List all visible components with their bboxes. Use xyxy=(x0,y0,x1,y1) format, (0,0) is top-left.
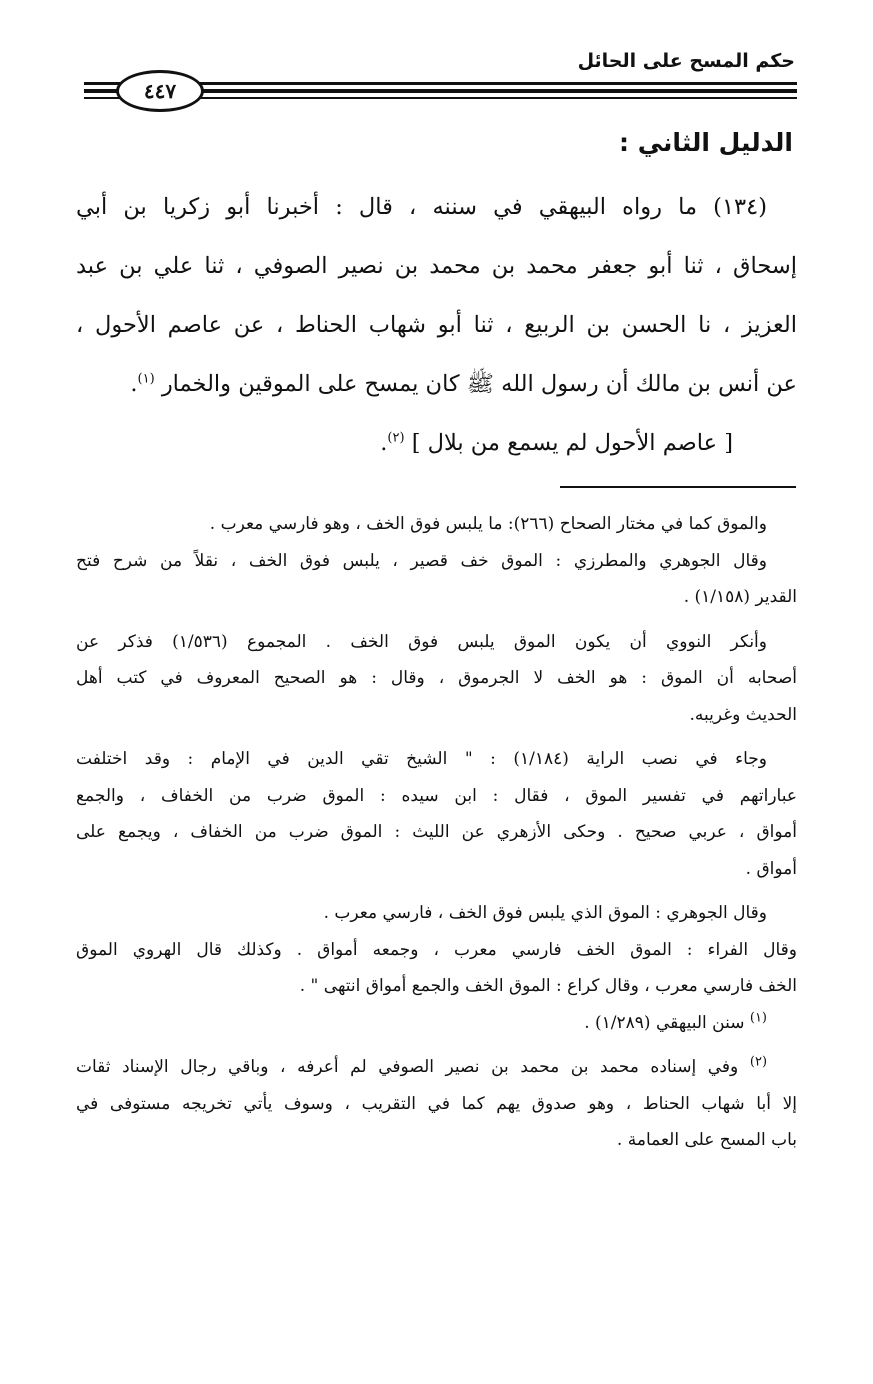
footnote-line: باب المسح على العمامة . xyxy=(616,1130,797,1150)
main-line xyxy=(76,355,797,414)
section-heading: الدليل الثاني : xyxy=(619,128,793,157)
footnote-line: الحديث وغريبه. xyxy=(689,704,797,725)
footnote-ref: (١) xyxy=(137,371,155,387)
footnote-text: سنن البيهقي (١/٢٨٩) . xyxy=(584,1012,745,1033)
main-text xyxy=(76,178,797,473)
main-line xyxy=(76,414,797,473)
footnote-line xyxy=(76,1049,797,1086)
main-line-text: عن أنس بن مالك أن رسول الله ﷺ كان يمسح على الموقين والخمار xyxy=(161,371,797,397)
footnote-line: وجاء في نصب الراية (١/١٨٤) : " الشيخ تقي الدين في الإمام : وقد اختلفت xyxy=(76,749,767,769)
footnote-marker: (١) xyxy=(749,1009,767,1025)
footnote-line: إلا أبا شهاب الحناط ، وهو صدوق يهم كما في التقريب ، وسوف يأتي تخريجه مستوفى في xyxy=(76,1093,797,1114)
footnote-line: وقال الجوهري والمطرزي : الموق خف قصير ، يلبس فوق الخف ، نقلاً من شرح فتح xyxy=(76,550,767,571)
footnote-ref: (٢) xyxy=(387,430,405,446)
footnote-line: القدير (١/١٥٨) . xyxy=(683,587,797,607)
footnotes xyxy=(76,506,797,1159)
main-line: إسحاق ، ثنا أبو جعفر محمد بن محمد بن نصير الصوفي ، ثنا علي بن عبد xyxy=(76,253,797,279)
running-title: حكم المسح على الحائل xyxy=(577,50,795,72)
footnote-line: الخف فارسي معرب ، وقال كراع : الموق الخف والجمع أمواق انتهى " . xyxy=(299,976,797,996)
footnote-line: أمواق ، عربي صحيح . وحكى الأزهري عن الليث : الموق ضرب من الخفاف ، ويجمع على xyxy=(76,822,797,842)
footnote-line: عباراتهم في تفسير الموق ، فقال : ابن سيده : الموق ضرب من الخفاف ، والجمع xyxy=(76,785,797,806)
footnote-line: وقال الجوهري : الموق الذي يلبس فوق الخف ، فارسي معرب . xyxy=(323,903,767,923)
period: . xyxy=(380,430,388,456)
main-line: (١٣٤) ما رواه البيهقي في سننه ، قال : أخبرنا أبو زكريا بن أبي xyxy=(76,194,767,220)
footnote-line xyxy=(76,1005,797,1042)
footnote-text: وفي إسناده محمد بن محمد بن نصير الصوفي لم أعرفه ، وباقي رجال الإسناد ثقات xyxy=(76,1057,739,1077)
period: . xyxy=(130,371,138,397)
footnote-line: أصحابه أن الموق : هو الخف لا الجرموق ، وقال : هو الصحيح المعروف في كتب أهل xyxy=(76,668,797,688)
page-number xyxy=(116,70,204,112)
page-number-text: ٤٤٧ xyxy=(143,79,177,103)
footnote-separator xyxy=(560,486,796,488)
footnote-line: وقال الفراء : الموق الخف فارسي معرب ، وجمعه أمواق . وكذلك قال الهروي الموق xyxy=(76,939,797,960)
main-line-text: [ عاصم الأحول لم يسمع من بلال ] xyxy=(411,430,733,456)
footnote-line: أمواق . xyxy=(745,858,797,879)
main-line: العزيز ، نا الحسن بن الربيع ، ثنا أبو شهاب الحناط ، عن عاصم الأحول ، xyxy=(76,312,797,338)
footnote-line: والموق كما في مختار الصحاح (٢٦٦): ما يلبس فوق الخف ، وهو فارسي معرب . xyxy=(209,514,767,534)
footnote-marker: (٢) xyxy=(749,1054,768,1070)
footnote-line: وأنكر النووي أن يكون الموق يلبس فوق الخف . المجموع (١/٥٣٦) فذكر عن xyxy=(76,631,767,652)
